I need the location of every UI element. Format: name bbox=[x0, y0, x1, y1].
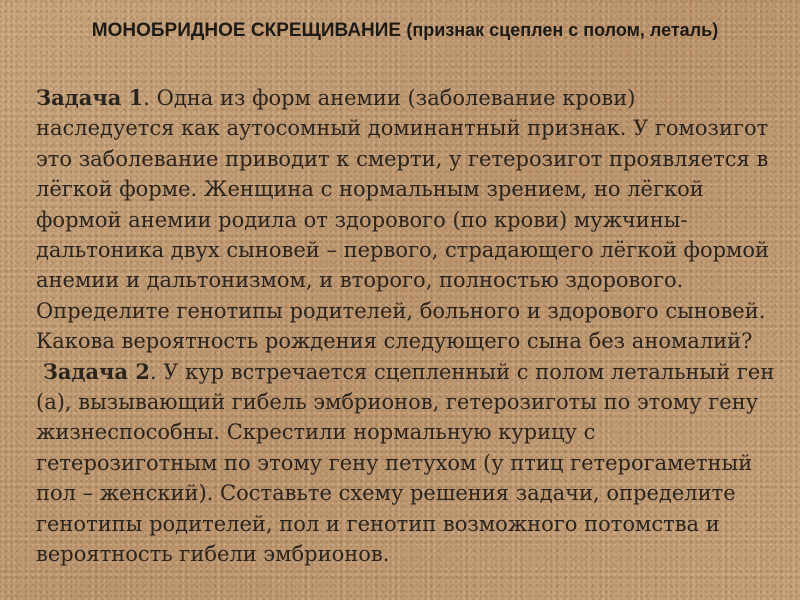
task-2-text: . У кур встречается сцепленный с полом летальный ген (а), вызывающий гибель эмбрионов, гетерозиготы по этому гену жизнеспособны. Скрестили нормальную курицу с гетерозиготным по этому гену петухом (у птиц гетерогаметный пол – женский). Составьте схему решения задачи, определите генотипы родителей, пол и генотип возможного потомства и вероятность гибели эмбрионов. bbox=[36, 359, 775, 567]
task-1-label: Задача 1 bbox=[36, 85, 144, 110]
title-main: МОНОБРИДНОЕ СКРЕЩИВАНИЕ bbox=[91, 20, 402, 41]
slide-title bbox=[40, 17, 770, 44]
task-2-label: Задача 2 bbox=[42, 358, 150, 384]
task-1-paragraph bbox=[36, 83, 776, 357]
task-2-paragraph bbox=[36, 357, 776, 570]
task-1-text: . Одна из форм анемии (заболевание крови) наследуется как аутосомный доминантный признак. У гомозигот это заболевание приводит к смерти, у гетерозигот проявляется в лёгкой форме. Женщина с нормальным зрением, но лёгкой формой анемии родила от здорового (по крови) мужчины-дальтоника двух сыновей – первого, страдающего лёгкой формой анемии и дальтонизмом, и второго, полностью здорового. Определите генотипы родителей, больного и здорового сыновей. Какова вероятность рождения следующего сына без аномалий? bbox=[36, 86, 770, 354]
title-subtitle: (признак сцеплен с полом, леталь) bbox=[406, 20, 719, 40]
slide-body bbox=[36, 83, 776, 570]
